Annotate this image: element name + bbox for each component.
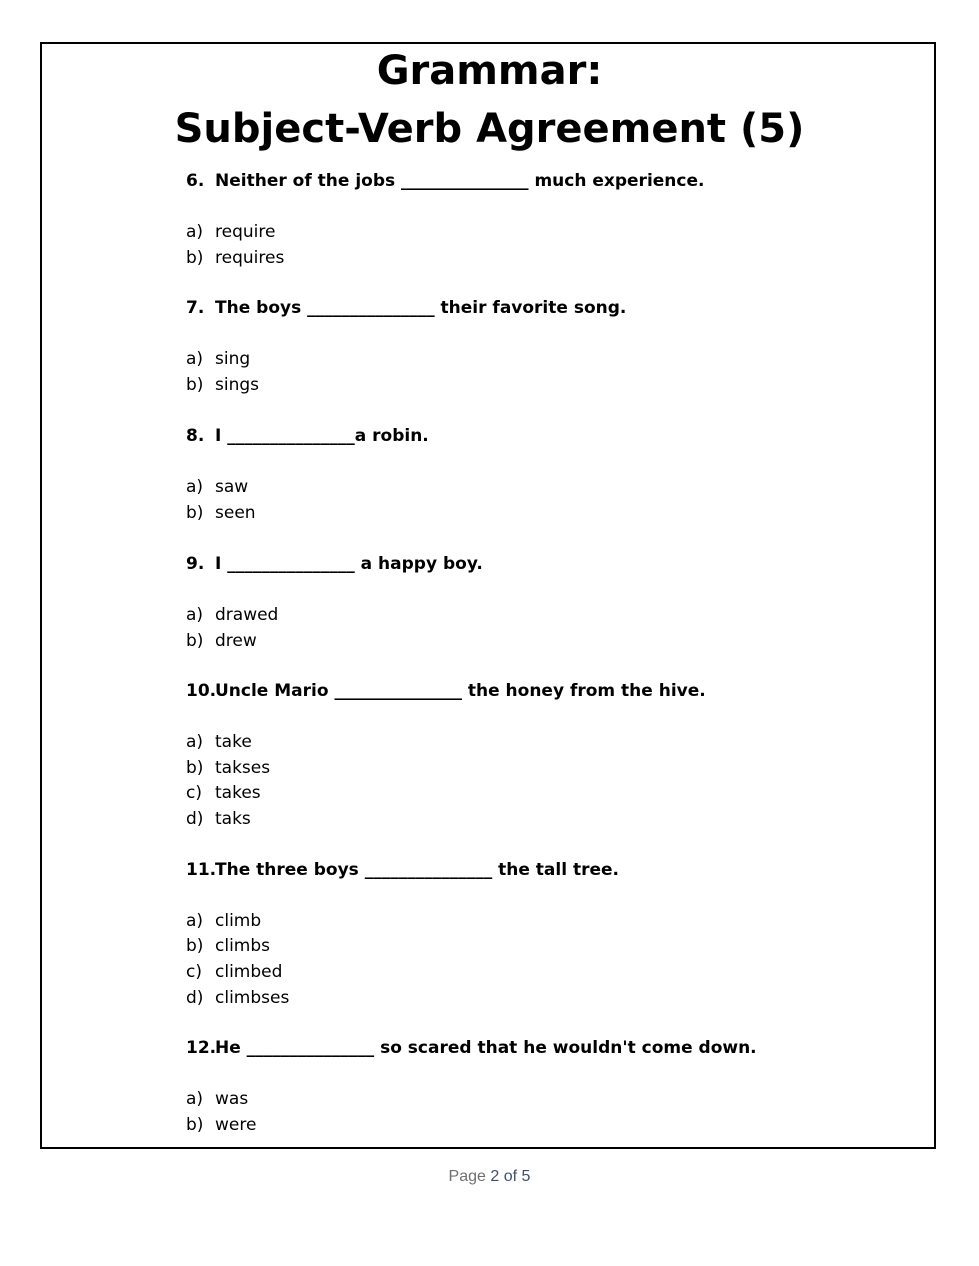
option-7b[interactable]	[186, 372, 259, 398]
option-11b[interactable]	[186, 933, 270, 959]
page-number: 2	[490, 1168, 500, 1185]
option-6a[interactable]	[186, 219, 275, 245]
option-letter: b)	[186, 631, 204, 651]
option-text: climbses	[215, 988, 290, 1008]
question-text: I _______________ a happy boy.	[215, 554, 483, 574]
question-text: The three boys _______________ the tall tree.	[215, 860, 619, 880]
option-text: was	[215, 1089, 249, 1109]
page-title-line1: Grammar:	[376, 48, 603, 94]
option-11c[interactable]	[186, 959, 282, 985]
option-letter: d)	[186, 988, 204, 1008]
option-text: require	[215, 222, 276, 242]
page-border	[40, 42, 936, 1149]
option-text: takses	[215, 758, 271, 778]
option-text: climbs	[215, 936, 271, 956]
option-11d[interactable]	[186, 985, 289, 1011]
option-12b[interactable]	[186, 1112, 256, 1138]
option-8b[interactable]	[186, 500, 256, 526]
option-letter: c)	[186, 783, 202, 803]
option-10b[interactable]	[186, 755, 270, 781]
option-7a[interactable]	[186, 346, 250, 372]
question-text: Uncle Mario _______________ the honey from the hive.	[215, 681, 706, 701]
option-text: take	[215, 732, 252, 752]
option-letter: b)	[186, 758, 204, 778]
option-text: drew	[215, 631, 257, 651]
question-number: 6.	[186, 171, 205, 191]
question-text: I _______________a robin.	[215, 426, 429, 446]
question-number: 11.	[186, 860, 217, 880]
option-letter: a)	[186, 911, 204, 931]
question-number: 7.	[186, 298, 205, 318]
option-letter: a)	[186, 349, 204, 369]
option-letter: a)	[186, 477, 204, 497]
question-8	[186, 423, 429, 449]
question-9	[186, 551, 483, 577]
question-12	[186, 1035, 757, 1061]
page-total: 5	[521, 1168, 531, 1185]
option-text: sing	[215, 349, 251, 369]
option-letter: b)	[186, 1115, 204, 1135]
option-text: takes	[215, 783, 261, 803]
option-9b[interactable]	[186, 628, 257, 654]
option-letter: a)	[186, 1089, 204, 1109]
option-text: seen	[215, 503, 256, 523]
option-letter: b)	[186, 375, 204, 395]
option-text: climb	[215, 911, 262, 931]
option-letter: b)	[186, 936, 204, 956]
option-text: requires	[215, 248, 285, 268]
option-letter: b)	[186, 503, 204, 523]
question-text: He _______________ so scared that he wouldn't come down.	[215, 1038, 757, 1058]
option-12a[interactable]	[186, 1086, 248, 1112]
page-title-line2: Subject-Verb Agreement (5)	[174, 106, 805, 152]
question-text: Neither of the jobs _______________ much experience.	[215, 171, 705, 191]
question-7	[186, 295, 626, 321]
option-11a[interactable]	[186, 908, 261, 934]
option-text: sings	[215, 375, 260, 395]
page-label: Page	[448, 1168, 486, 1185]
option-10a[interactable]	[186, 729, 252, 755]
option-text: taks	[215, 809, 251, 829]
question-number: 12.	[186, 1038, 217, 1058]
option-text: climbed	[215, 962, 283, 982]
option-letter: d)	[186, 809, 204, 829]
option-letter: a)	[186, 732, 204, 752]
page-footer	[0, 1166, 979, 1188]
option-letter: c)	[186, 962, 202, 982]
question-6	[186, 168, 704, 194]
option-8a[interactable]	[186, 474, 248, 500]
question-number: 9.	[186, 554, 205, 574]
option-9a[interactable]	[186, 602, 278, 628]
question-10	[186, 678, 706, 704]
question-number: 8.	[186, 426, 205, 446]
question-number: 10.	[186, 681, 217, 701]
question-text: The boys _______________ their favorite song.	[215, 298, 627, 318]
option-text: saw	[215, 477, 249, 497]
question-11	[186, 857, 619, 883]
option-text: were	[215, 1115, 257, 1135]
option-6b[interactable]	[186, 245, 284, 271]
option-10d[interactable]	[186, 806, 251, 832]
option-text: drawed	[215, 605, 279, 625]
of-label: of	[503, 1168, 518, 1185]
option-letter: a)	[186, 222, 204, 242]
option-letter: a)	[186, 605, 204, 625]
option-letter: b)	[186, 248, 204, 268]
option-10c[interactable]	[186, 780, 261, 806]
